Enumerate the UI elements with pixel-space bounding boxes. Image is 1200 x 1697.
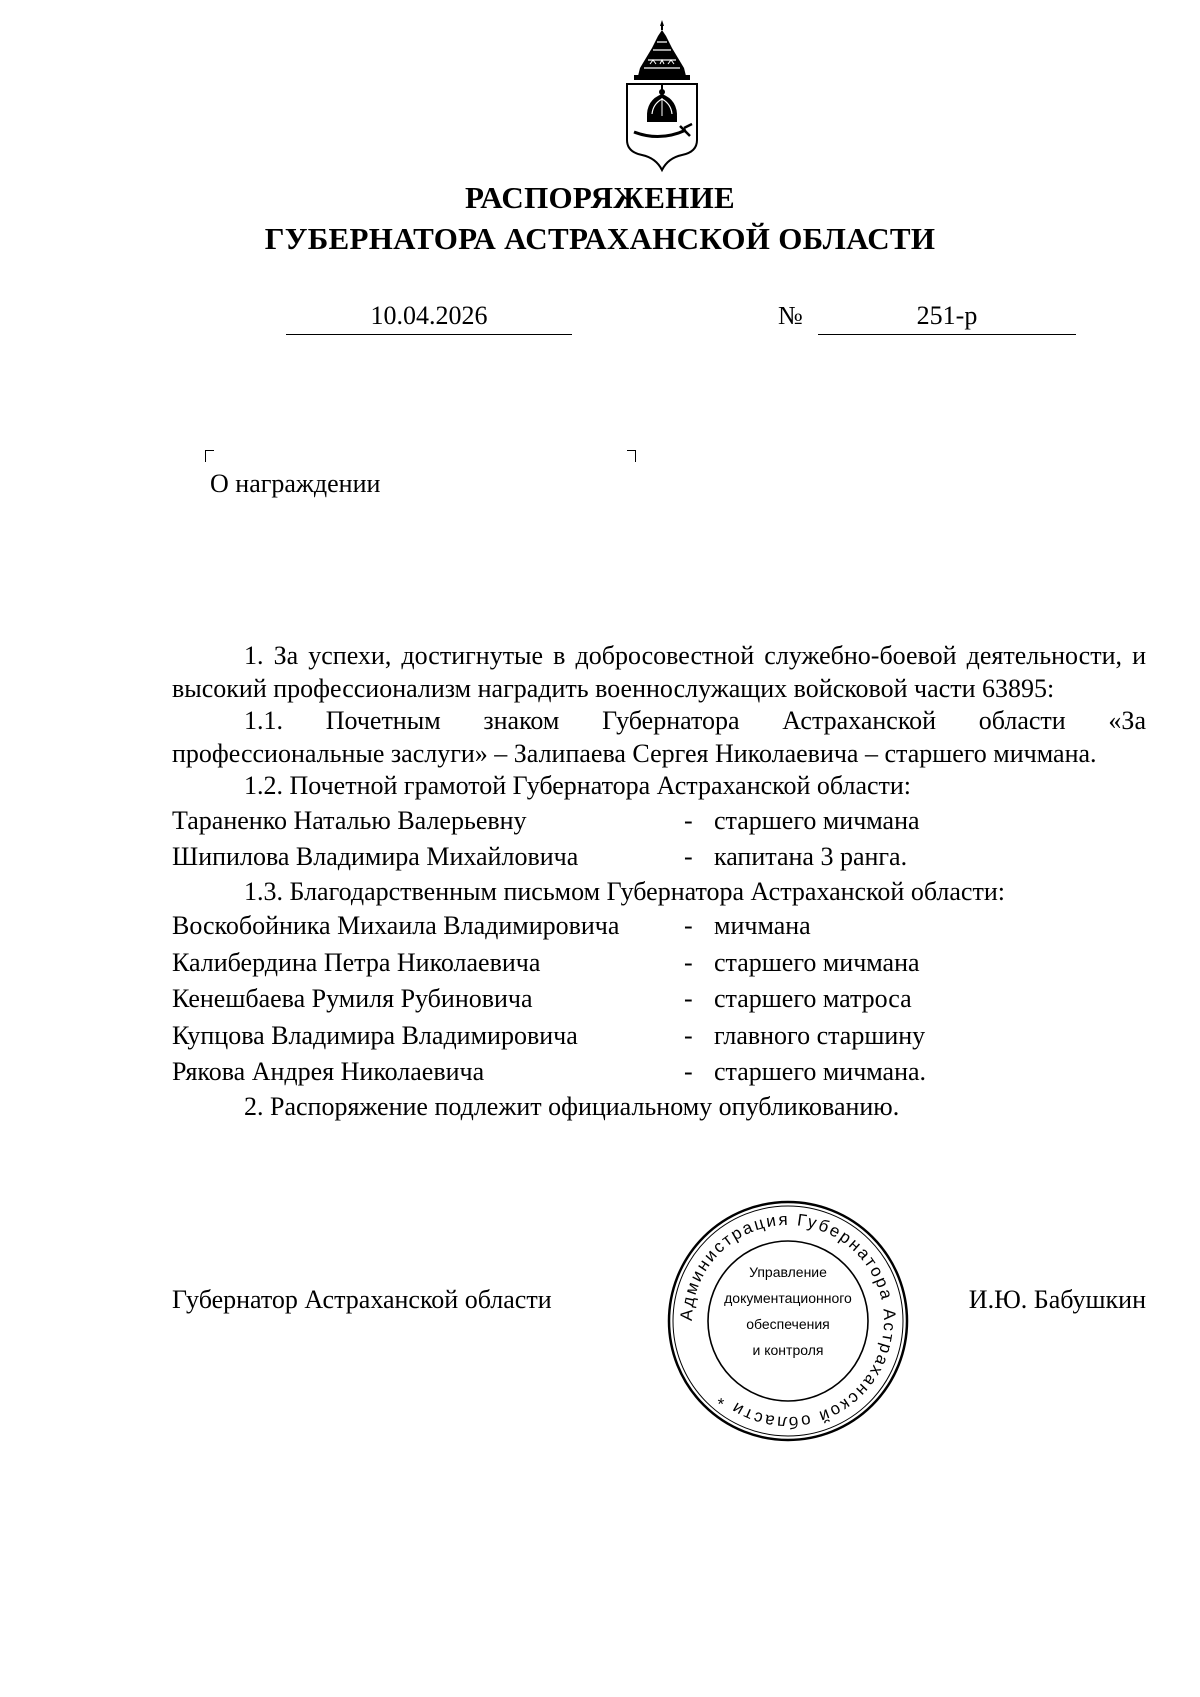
list-dash: - [684, 805, 693, 835]
stamp-inner-line: Управление [749, 1264, 827, 1280]
list-item [172, 1054, 1146, 1091]
paragraph-1-2: 1.2. Почетной грамотой Губернатора Астраханской области: [244, 771, 912, 800]
subject-bracket-left [205, 450, 214, 462]
document-date: 10.04.2026 [286, 300, 572, 335]
awardee-rank: старшего мичмана. [714, 1057, 927, 1086]
award-list-1-3 [172, 908, 1146, 1091]
award-list-1-2 [172, 803, 1146, 876]
awardee-rank: старшего матроса [714, 984, 912, 1013]
awardee-name: Купцова Владимира Владимировича [172, 1020, 578, 1050]
stamp-center-text [703, 1259, 873, 1363]
paragraph-1-3: 1.3. Благодарственным письмом Губернатора Астраханской области: [244, 876, 1005, 906]
awardee-rank: мичмана [714, 911, 811, 940]
document-subject: О награждении [210, 469, 381, 498]
paragraph-1-1: 1.1. Почетным знаком Губернатора Астраханской области «За профессиональные заслуги» – Залипаева Сергея Николаевича – старшего мичмана. [172, 706, 1146, 768]
signatory-name: И.Ю. Бабушкин [968, 1285, 1146, 1314]
awardee-name: Калибердина Петра Николаевича [172, 947, 541, 977]
stamp-inner-line: обеспечения [746, 1316, 830, 1332]
awardee-rank: главного старшину [714, 1020, 926, 1050]
paragraph-1: 1. За успехи, достигнутые в добросовестной служебно-боевой деятельности, и высокий профессионализм наградить военнослужащих войсковой части 63895: [172, 641, 1146, 703]
list-item [172, 1018, 1146, 1055]
coat-of-arms-icon [620, 18, 704, 173]
signatory-position: Губернатор Астраханской области [172, 1285, 552, 1314]
issuer-title: ГУБЕРНАТОРА АСТРАХАНСКОЙ ОБЛАСТИ [264, 221, 936, 256]
number-sign: № [778, 301, 803, 330]
list-item [172, 839, 1146, 876]
stamp-inner-line: и контроля [752, 1342, 824, 1358]
subject-bracket-right [627, 450, 636, 462]
paragraph-2: 2. Распоряжение подлежит официальному опубликованию. [244, 1091, 900, 1121]
list-item [172, 945, 1146, 982]
list-dash: - [684, 911, 693, 940]
awardee-rank: старшего мичмана [714, 805, 920, 835]
list-dash: - [684, 947, 693, 977]
list-item [172, 981, 1146, 1018]
list-item [172, 908, 1146, 945]
stamp-ring-text: Администрация Губернатора Астраханской области * [676, 1209, 900, 1433]
document-type-title: РАСПОРЯЖЕНИЕ [464, 180, 736, 215]
document-body [172, 640, 1146, 1123]
document-number: 251-р [818, 300, 1076, 335]
awardee-name: Воскобойника Михаила Владимировича [172, 911, 620, 940]
awardee-rank: капитана 3 ранга. [714, 842, 908, 871]
awardee-name: Шипилова Владимира Михайловича [172, 842, 579, 871]
list-dash: - [684, 1057, 693, 1086]
list-dash: - [684, 984, 693, 1013]
list-dash: - [684, 1020, 693, 1050]
awardee-name: Тараненко Наталью Валерьевну [172, 805, 527, 835]
stamp-inner-line: документационного [724, 1290, 852, 1306]
awardee-name: Кенешбаева Румиля Рубиновича [172, 984, 533, 1013]
awardee-name: Рякова Андрея Николаевича [172, 1057, 485, 1086]
awardee-rank: старшего мичмана [714, 947, 920, 977]
list-item [172, 803, 1146, 840]
list-dash: - [684, 842, 693, 871]
